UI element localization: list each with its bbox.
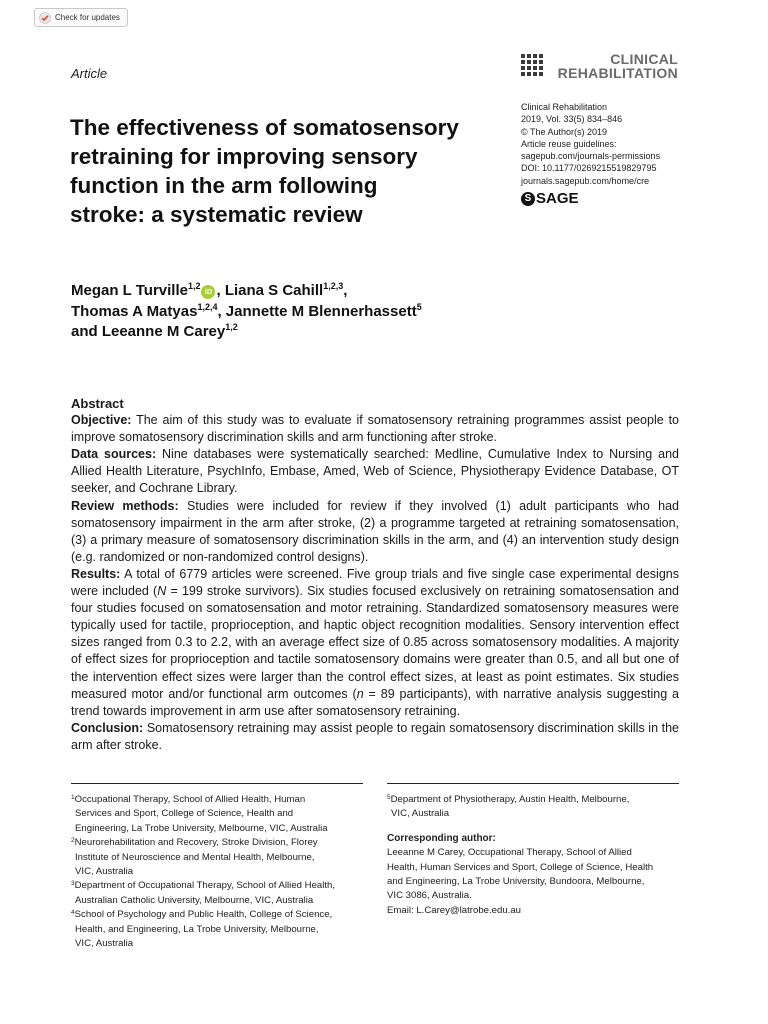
affiliation-number: 3: [71, 880, 75, 888]
affiliations-left: [71, 793, 371, 951]
check-for-updates-label: Check for updates: [55, 13, 120, 22]
author-affiliation-sup: 1,2,3: [323, 281, 344, 291]
affiliation-line: Neurorehabilitation and Recovery, Stroke Division, Florey: [74, 837, 318, 849]
affiliation-line: Department of Physiotherapy, Austin Health, Melbourne,: [390, 794, 630, 805]
affiliation-line: Institute of Neuroscience and Mental Health, Melbourne,: [75, 851, 315, 863]
affiliation-line: Australian Catholic University, Melbourne, VIC, Australia: [75, 894, 314, 906]
affiliation-line: School of Psychology and Public Health, College of Science,: [74, 909, 333, 921]
affiliation-item: [387, 793, 687, 822]
section-text: = 199 stroke survivors). Six studies focused exclusively on retraining somatosensation and four studies focused on somatosensation and motor retraining. Standardized somatosensory measures were typically used for tactile, proprioception, and haptic object recognition modalities. Sensory intervention effect sizes ranged from 0.3 to 2.2, with an average effect size of 0.85 across somatosensory modalities. A majority of effect sizes for proprioception and tactile somatosensory domains were greater than 0.5, and all but one of the intervention effect sizes were larger than the control effect sizes, at least as point estimates. Six studies measured motor and/or functional arm outcomes (: [71, 584, 679, 701]
affiliation-line: VIC, Australia: [75, 938, 134, 950]
article-type: Article: [71, 66, 108, 81]
author-list: [71, 281, 511, 343]
affiliation-number: 5: [387, 794, 391, 801]
affiliation-number: 1: [71, 794, 75, 801]
check-for-updates-button[interactable]: [34, 8, 128, 27]
email-link[interactable]: L.Carey@latrobe.edu.au: [416, 904, 522, 916]
check-for-updates-icon: [39, 12, 51, 24]
abstract-conclusion: [71, 720, 679, 754]
affiliation-line: Occupational Therapy, School of Allied Health, Human: [74, 794, 306, 805]
sage-logo: [521, 190, 579, 207]
footnote-divider-right: [387, 783, 679, 784]
journal-logo-line1: CLINICAL: [610, 51, 678, 67]
corresponding-line: and Engineering, La Trobe University, Bundoora, Melbourne,: [387, 876, 645, 888]
abstract-review-methods: [71, 498, 679, 566]
email-label: Email:: [387, 904, 417, 916]
abstract-heading: Abstract: [71, 396, 124, 411]
section-text: Studies were included for review if they involved (1) adult participants who had somatosensory impairment in the arm after stroke, (2) a programme targeted at retraining somatosensation, (3) a primary measure of somatosensory discrimination skills in the arm, and (4) an intervention study design (e.g. randomized or non-randomized control designs).: [71, 498, 679, 564]
section-text: Nine databases were systematically searched: Medline, Cumulative Index to Nursing and Allied Health Literature, PsychInfo, Embase, Amed, Web of Science, Physiotherapy Evidence Database, OT seeker, and Cochrane Library.: [71, 447, 679, 496]
section-label: Data sources:: [71, 447, 157, 462]
copyright: © The Author(s) 2019: [521, 126, 608, 137]
journal-logo: [521, 52, 681, 82]
title-line: function in the arm following: [70, 173, 378, 198]
author-affiliation-sup: 1,2: [225, 322, 238, 332]
journal-name: Clinical Rehabilitation: [521, 102, 608, 112]
section-label: Objective:: [71, 413, 132, 428]
author-affiliation-sup: 1,2: [187, 281, 201, 291]
affiliations-right: [387, 793, 687, 918]
journal-home-link[interactable]: journals.sagepub.com/home/cre: [521, 175, 650, 186]
sample-size-symbol: N: [157, 584, 167, 599]
author-name: , Liana S Cahill: [216, 282, 324, 299]
author-affiliation-sup: 5: [416, 301, 422, 312]
section-text: The aim of this study was to evaluate if somatosensory retraining programmes assist people to improve somatosensory discrimination skills and arm functioning after stroke.: [71, 413, 679, 445]
section-label: Conclusion:: [71, 720, 144, 735]
journal-logo-grid-icon: [521, 54, 545, 78]
affiliation-item: [71, 879, 371, 908]
article-title: [70, 113, 510, 229]
corresponding-author-heading: Corresponding author:: [387, 832, 496, 844]
publisher-name: SAGE: [536, 190, 579, 207]
affiliation-number: 4: [71, 909, 75, 917]
author-name: , Jannette M Blennerhassett: [217, 302, 417, 320]
affiliation-line: VIC, Australia: [75, 866, 134, 878]
section-text: = 89 participants), with narrative analysis suggesting a trend towards improvement in arm use after somatosensory retraining.: [71, 686, 679, 718]
orcid-icon[interactable]: iD: [201, 285, 215, 299]
permissions-link[interactable]: sagepub.com/journals-permissions: [521, 151, 661, 162]
section-label: Results:: [71, 566, 121, 581]
title-line: stroke: a systematic review: [70, 202, 363, 227]
sample-size-symbol: n: [356, 686, 364, 701]
affiliation-number: 2: [71, 837, 75, 845]
section-text: A total of 6779 articles were screened. Five group trials and five single case experimental designs were included (: [71, 566, 679, 599]
abstract-data-sources: [71, 446, 679, 497]
author-affiliation-sup: 1,2,4: [197, 301, 218, 312]
author-name: and Leeanne M Carey: [71, 323, 226, 340]
abstract: [71, 395, 679, 754]
corresponding-line: Leeanne M Carey, Occupational Therapy, School of Allied: [387, 847, 632, 859]
section-text: Somatosensory retraining may assist people to regain somatosensory discrimination skills in the arm after stroke.: [71, 720, 679, 752]
affiliation-line: VIC, Australia: [391, 808, 450, 820]
affiliation-item: [71, 793, 371, 836]
corresponding-line: Health, Human Services and Sport, College of Science, Health: [387, 861, 654, 873]
journal-volume: 2019, Vol. 33(5) 834–846: [521, 114, 623, 125]
reuse-label: Article reuse guidelines:: [521, 138, 617, 149]
corresponding-email-row: [387, 904, 687, 918]
corresponding-line: VIC 3086, Australia.: [387, 890, 472, 902]
sage-s-icon: S: [521, 192, 535, 206]
affiliation-line: Health, and Engineering, La Trobe University, Melbourne,: [75, 923, 319, 935]
affiliation-line: Engineering, La Trobe University, Melbourne, VIC, Australia: [75, 822, 328, 834]
affiliation-item: [71, 836, 371, 879]
affiliation-line: Services and Sport, College of Science, Health and: [75, 808, 294, 820]
author-separator: ,: [343, 282, 348, 299]
abstract-objective: [71, 412, 679, 446]
affiliation-line: Department of Occupational Therapy, School of Allied Health,: [74, 880, 336, 892]
journal-logo-line2: REHABILITATION: [557, 65, 678, 81]
footnote-divider-left: [71, 783, 363, 784]
abstract-results: [71, 566, 679, 720]
section-label: Review methods:: [71, 498, 179, 513]
affiliation-item: [71, 908, 371, 951]
author-name: Thomas A Matyas: [71, 302, 198, 320]
title-line: The effectiveness of somatosensory: [70, 115, 459, 140]
doi-link[interactable]: DOI: 10.1177/0269215519829795: [521, 163, 657, 174]
title-line: retraining for improving sensory: [70, 144, 418, 169]
author-name: Megan L Turville: [71, 282, 188, 299]
journal-meta: [521, 101, 721, 187]
